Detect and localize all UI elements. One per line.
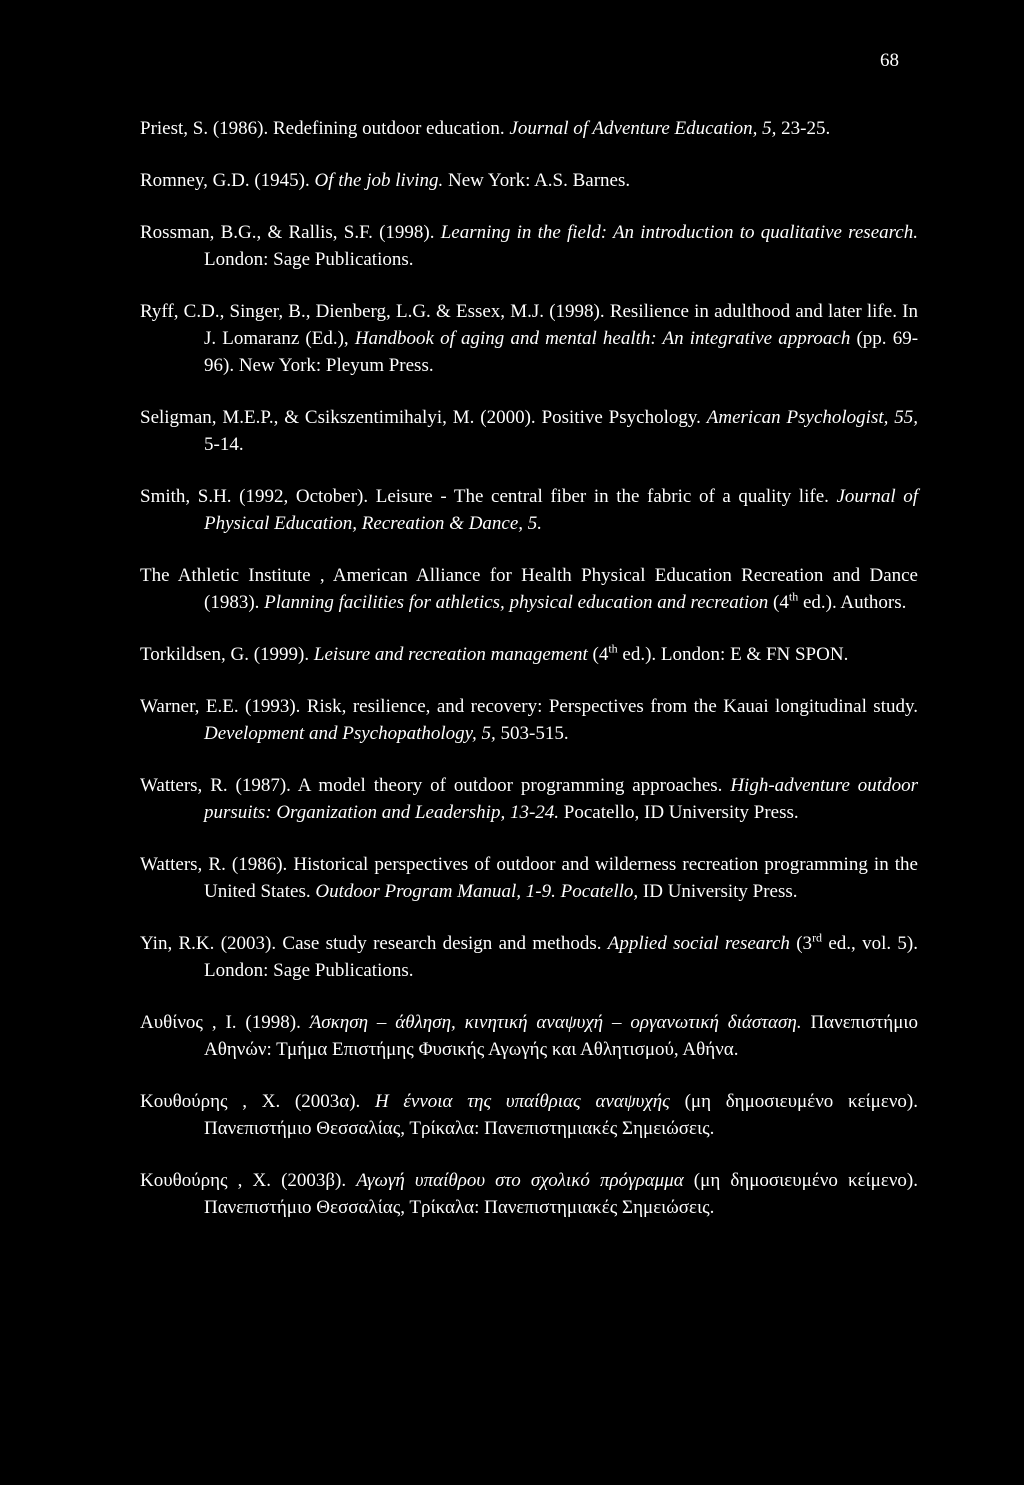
reference-text: ed.). London: E & FN SPON. — [617, 644, 849, 665]
reference-text: rd — [812, 930, 823, 945]
reference-title: Outdoor Program Manual, 1-9. Pocatello, — [315, 881, 639, 902]
reference-text: 5-14. — [204, 434, 244, 455]
reference-text: Priest, S. (1986). Redefining outdoor education. — [140, 118, 510, 139]
reference-text: (4 — [587, 644, 609, 665]
reference-entry — [140, 298, 918, 379]
reference-title: Leisure and recreation management — [313, 644, 588, 665]
reference-text: Κουθούρης , Χ. (2003α). — [140, 1091, 375, 1112]
reference-entry — [140, 641, 918, 668]
reference-list — [140, 115, 918, 1246]
reference-entry — [140, 851, 918, 905]
reference-text: ed., vol. 5). London: Sage Publications. — [204, 933, 919, 981]
reference-text: (pp. 69-96). New York: Pleyum Press. — [204, 328, 919, 376]
reference-entry — [140, 404, 918, 458]
page-number: 68 — [880, 50, 899, 71]
reference-title: Development and Psychopathology, 5, — [204, 723, 496, 744]
reference-text: 503-515. — [495, 723, 569, 744]
reference-text: Κουθούρης , Χ. (2003β). — [140, 1170, 357, 1191]
reference-text: Warner, E.E. (1993). Risk, resilience, and recovery: Perspectives from the Kauai longitudinal study. — [140, 696, 918, 717]
reference-entry — [140, 1167, 918, 1221]
reference-text: th — [608, 641, 618, 656]
reference-entry — [140, 562, 918, 616]
reference-text: Torkildsen, G. (1999). — [140, 644, 314, 665]
reference-text: Seligman, M.E.P., & Csikszentimihalyi, M. (2000). Positive Psychology. — [140, 407, 707, 428]
reference-title: High-adventure outdoor pursuits: Organization and Leadership, 13-24. — [204, 775, 918, 823]
reference-entry — [140, 219, 918, 273]
reference-title: Η έννοια της υπαίθριας αναψυχής — [374, 1091, 670, 1112]
reference-title: American Psychologist, 55, — [706, 407, 918, 428]
reference-title: Αγωγή υπαίθρου στο σχολικό πρόγραμμα — [356, 1170, 684, 1191]
reference-text: (μη δημοσιευμένο κείμενο). Πανεπιστήμιο Θεσσαλίας, Τρίκαλα: Πανεπιστημιακές Σημειώσεις. — [204, 1170, 919, 1218]
reference-title: Journal of Physical Education, Recreation & Dance, 5. — [204, 486, 918, 534]
reference-title: Learning in the field: An introduction to qualitative research. — [440, 222, 918, 243]
reference-title: Planning facilities for athletics, physical education and recreation — [264, 592, 769, 613]
reference-text: Ryff, C.D., Singer, B., Dienberg, L.G. & Essex, M.J. (1998). Resilience in adulthood and later life. In J. Lomaranz (Ed.), — [140, 301, 918, 349]
reference-entry — [140, 167, 918, 194]
reference-text: Yin, R.K. (2003). Case study research design and methods. — [140, 933, 608, 954]
reference-text: New York: A.S. Barnes. — [443, 170, 631, 191]
reference-entry — [140, 772, 918, 826]
reference-text: The Athletic Institute , American Alliance for Health Physical Education Recreation and Dance (1983). — [140, 565, 918, 613]
reference-text: London: Sage Publications. — [204, 249, 414, 270]
reference-entry — [140, 1009, 918, 1063]
reference-text: (3 — [789, 933, 813, 954]
reference-entry — [140, 930, 918, 984]
reference-entry — [140, 115, 918, 142]
reference-title: Of the job living. — [314, 170, 444, 191]
reference-text: Rossman, B.G., & Rallis, S.F. (1998). — [140, 222, 441, 243]
reference-text: Πανεπιστήμιο Αθηνών: Τμήμα Επιστήμης Φυσικής Αγωγής και Αθλητισμού, Αθήνα. — [204, 1012, 919, 1060]
reference-text: 23-25. — [776, 118, 831, 139]
reference-text: (4 — [768, 592, 789, 613]
reference-title: Applied social research — [607, 933, 790, 954]
reference-text: th — [788, 589, 799, 604]
reference-title: Journal of Adventure Education, 5, — [509, 118, 777, 139]
reference-entry — [140, 693, 918, 747]
reference-text: ID University Press. — [638, 881, 798, 902]
reference-text: Pocatello, ID University Press. — [559, 802, 799, 823]
reference-text: Smith, S.H. (1992, October). Leisure - The central fiber in the fabric of a quality life. — [140, 486, 837, 507]
reference-text: (μη δημοσιευμένο κείμενο). Πανεπιστήμιο Θεσσαλίας, Τρίκαλα: Πανεπιστημιακές Σημειώσεις. — [204, 1091, 918, 1139]
reference-text: Watters, R. (1987). A model theory of outdoor programming approaches. — [140, 775, 731, 796]
reference-title: Άσκηση – άθληση, κινητική αναψυχή – οργανωτική διάσταση. — [309, 1012, 802, 1033]
reference-entry — [140, 483, 918, 537]
reference-entry — [140, 1088, 918, 1142]
reference-title: Handbook of aging and mental health: An integrative approach — [354, 328, 851, 349]
reference-text: Romney, G.D. (1945). — [140, 170, 315, 191]
reference-text: Watters, R. (1986). Historical perspectives of outdoor and wilderness recreation programming in the United States. — [140, 854, 918, 902]
reference-text: Αυθίνος , Ι. (1998). — [140, 1012, 310, 1033]
reference-text: ed.). Authors. — [798, 592, 907, 613]
